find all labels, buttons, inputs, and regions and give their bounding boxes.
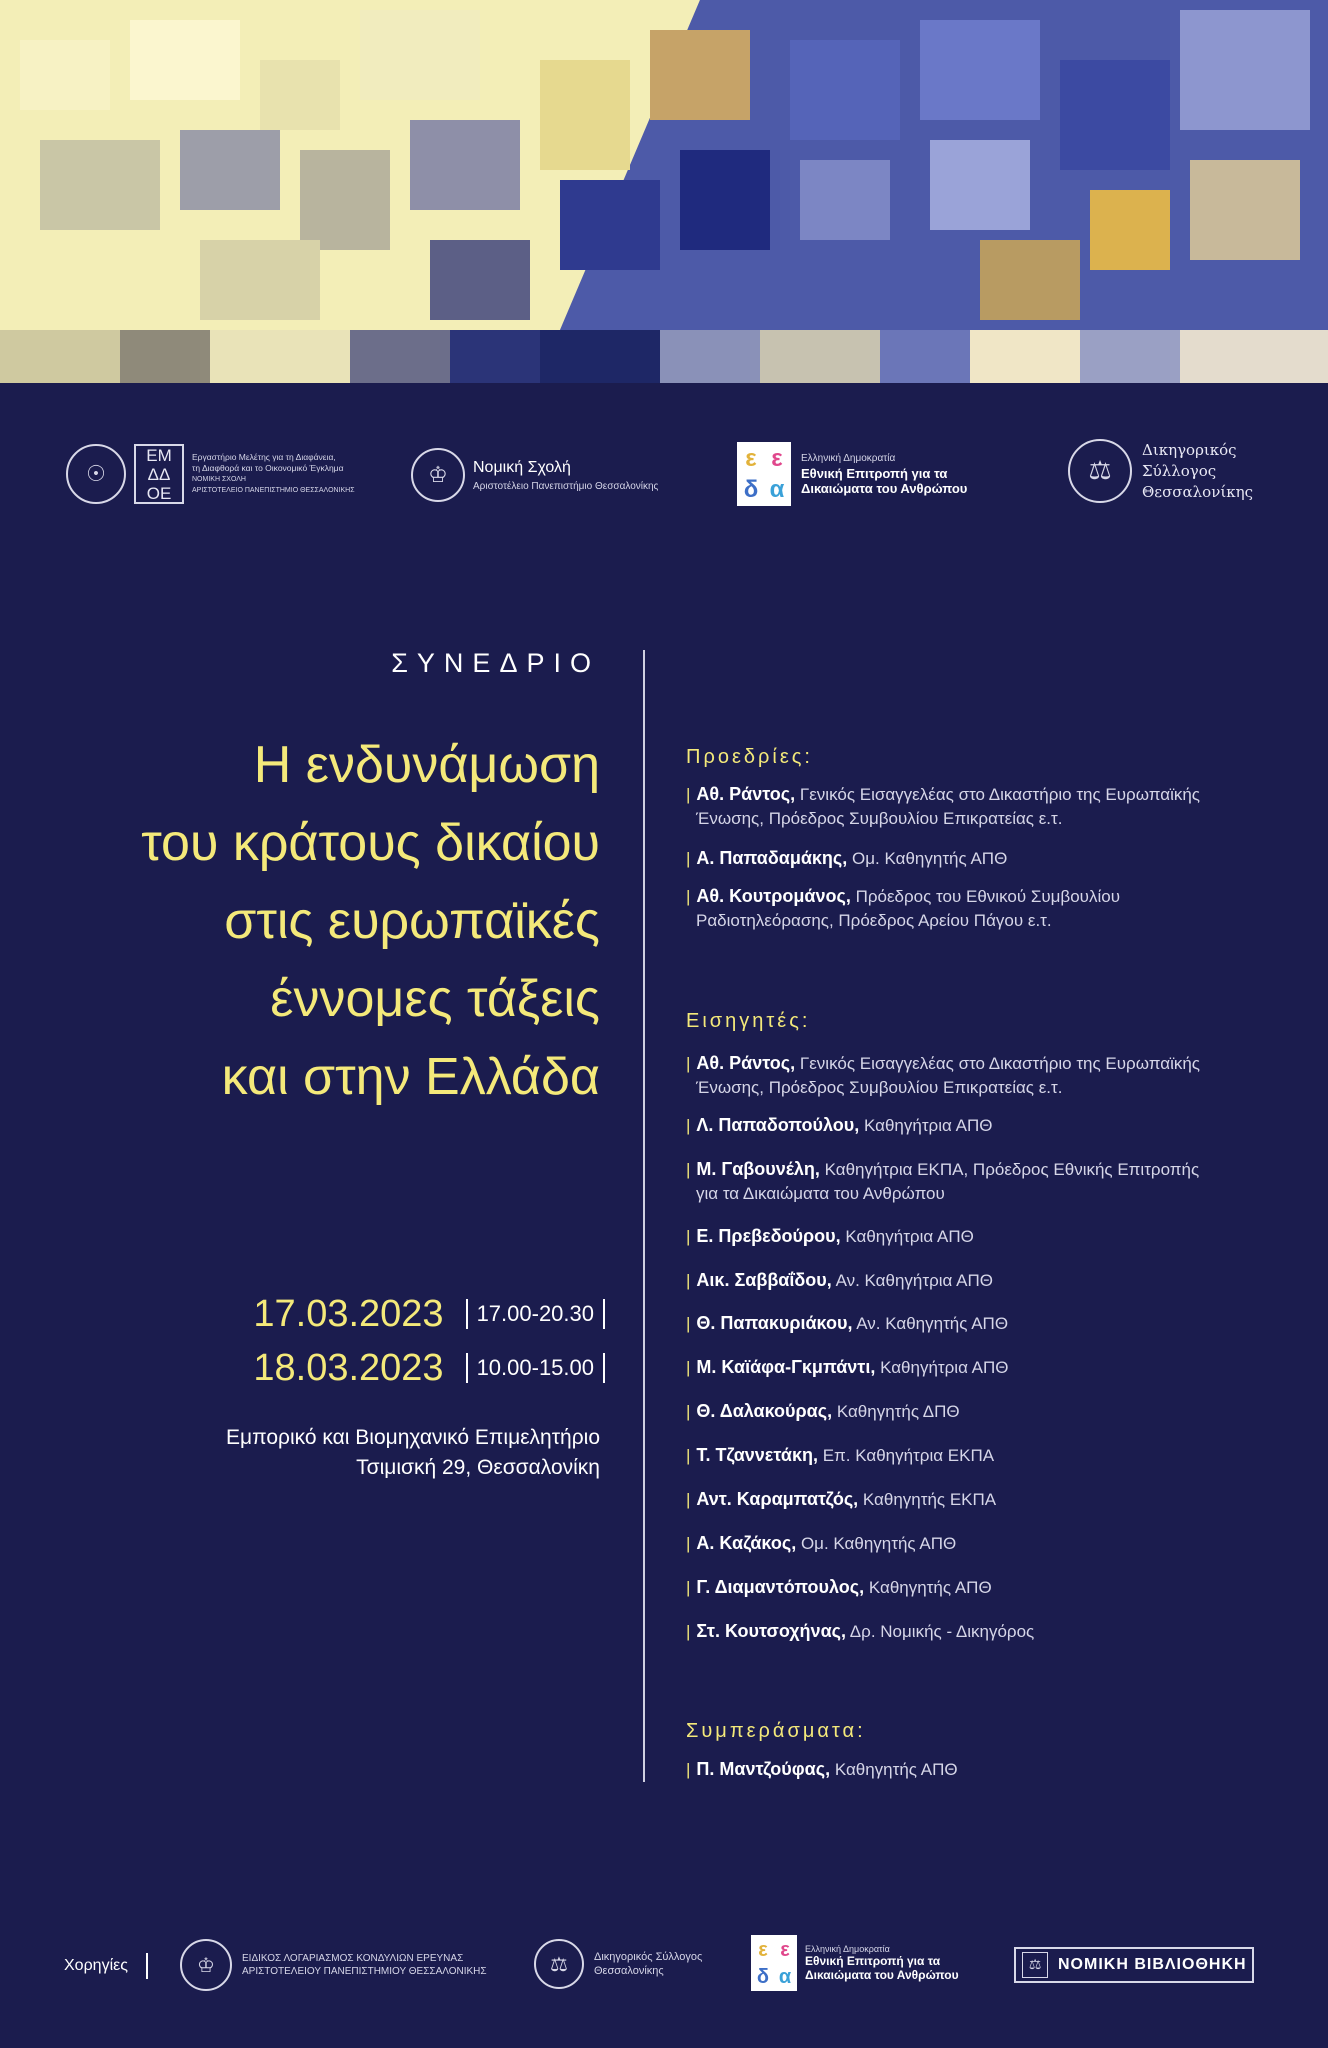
date-2: 18.03.2023 — [253, 1346, 444, 1389]
person-name: Γ. Διαμαντόπουλος, — [696, 1577, 865, 1597]
footer-eeda-letters-icon — [751, 1935, 797, 1991]
person-entry — [686, 1268, 1246, 1293]
person-entry — [686, 1113, 1246, 1138]
eeda-caption — [801, 453, 967, 496]
person-line — [686, 1531, 1246, 1556]
person-entry — [686, 884, 1246, 933]
person-name: Αθ. Ράντος, — [696, 784, 796, 804]
bar-association-seal-icon: ⚖ — [1068, 439, 1132, 503]
person-entry — [686, 1757, 1246, 1782]
person-role: Πρόεδρος του Εθνικού Συμβουλίου — [855, 887, 1120, 906]
dsth-line1: Δικηγορικός Σύλλογος — [594, 1951, 703, 1963]
dsth-logo — [534, 1939, 702, 1989]
person-role: Γενικός Εισαγγελέας στο Δικαστήριο της Ευρωπαϊκής — [799, 1054, 1200, 1073]
footer-eeda-logo — [751, 1935, 959, 1991]
bullet-bar: | — [686, 1622, 691, 1641]
person-entry — [686, 1051, 1246, 1100]
footer-eeda-line2: Εθνική Επιτροπή για τα — [805, 1954, 941, 1968]
person-role: Καθηγήτρια ΑΠΘ — [864, 1116, 993, 1135]
nomiki-sxoli-title: Νομική Σχολή — [473, 458, 571, 476]
conference-title — [0, 726, 600, 1116]
person-line — [686, 1757, 1246, 1782]
person-role-continued: Ένωσης, Πρόεδρος Συμβουλίου Επικρατείας ε.τ. — [696, 1078, 1063, 1097]
person-name: Τ. Τζαννετάκη, — [696, 1445, 818, 1465]
person-line — [686, 1157, 1246, 1182]
eeda-letter-3: δ — [743, 475, 759, 503]
person-role: Καθηγήτρια ΑΠΘ — [845, 1227, 974, 1246]
person-line — [686, 884, 1246, 909]
person-name: Α. Παπαδαμάκης, — [696, 848, 848, 868]
person-name: Λ. Παπαδοπούλου, — [696, 1115, 860, 1135]
bullet-bar: | — [686, 1578, 691, 1597]
person-role: Δρ. Νομικής - Δικηγόρος — [849, 1622, 1035, 1641]
nomiki-sxoli-caption — [473, 459, 658, 492]
emdoe-caption-line3: ΝΟΜΙΚΗ ΣΧΟΛΗ — [192, 476, 246, 483]
person-line — [686, 1443, 1246, 1468]
venue-line2: Τσιμισκή 29, Θεσσαλονίκη — [356, 1456, 600, 1479]
person-name: Στ. Κουτσοχήνας, — [696, 1621, 846, 1641]
emdoe-caption — [192, 452, 355, 496]
footer-eeda-letter-3: δ — [756, 1965, 770, 1988]
person-role-continued: Ένωσης, Πρόεδρος Συμβουλίου Επικρατείας ε.τ. — [696, 809, 1063, 828]
aristotle-seal-icon: ♔ — [411, 448, 465, 502]
title-line-5: και στην Ελλάδα — [221, 1048, 600, 1106]
sponsors-separator — [146, 1953, 148, 1979]
bullet-bar: | — [686, 849, 691, 868]
person-role: Αν. Καθηγήτρια ΑΠΘ — [835, 1271, 993, 1290]
person-role: Αν. Καθηγητής ΑΠΘ — [856, 1314, 1009, 1333]
person-role: Καθηγητής ΑΠΘ — [834, 1760, 958, 1779]
bullet-bar: | — [686, 785, 691, 804]
person-entry — [686, 1575, 1246, 1600]
eeda-line1: Ελληνική Δημοκρατία — [801, 452, 896, 464]
sponsors-footer — [0, 1925, 1328, 2005]
dsth-caption — [594, 1950, 702, 1978]
bullet-bar: | — [686, 1116, 691, 1135]
person-role: Γενικός Εισαγγελέας στο Δικαστήριο της Ευρωπαϊκής — [799, 785, 1200, 804]
speakers-label: Εισηγητές: — [686, 1010, 811, 1032]
footer-eeda-line1: Ελληνική Δημοκρατία — [805, 1944, 890, 1954]
person-line — [686, 1268, 1246, 1293]
person-line — [686, 1575, 1246, 1600]
header-banner-artwork — [0, 0, 1328, 383]
person-name: Π. Μαντζούφας, — [696, 1759, 831, 1779]
bullet-bar: | — [686, 1534, 691, 1553]
bullet-bar: | — [686, 1446, 691, 1465]
person-entry — [686, 1311, 1246, 1336]
dikigorikos-line1: Δικηγορικός — [1142, 440, 1237, 459]
eeda-line3: Δικαιώματα του Ανθρώπου — [801, 480, 968, 496]
date-row-2 — [253, 1342, 605, 1394]
emdoe-logo — [66, 444, 355, 504]
venue — [226, 1423, 600, 1483]
title-line-1: Η ενδυνάμωση — [253, 736, 600, 794]
person-line — [686, 782, 1246, 807]
person-name: Μ. Καϊάφα-Γκμπάντι, — [696, 1357, 876, 1377]
emdoe-letters — [134, 444, 184, 504]
eeda-letter-1: ε — [745, 444, 757, 472]
dikigorikos-line2: Σύλλογος — [1142, 461, 1217, 480]
bullet-bar: | — [686, 1227, 691, 1246]
person-line — [686, 1399, 1246, 1424]
person-entry — [686, 1619, 1246, 1644]
eeda-line2: Εθνική Επιτροπή για τα — [801, 465, 948, 481]
emdoe-caption-line4: ΑΡΙΣΤΟΤΕΛΕΙΟ ΠΑΝΕΠΙΣΤΗΜΙΟ ΘΕΣΣΑΛΟΝΙΚΗΣ — [192, 487, 355, 494]
elke-line1: ΕΙΔΙΚΟΣ ΛΟΓΑΡΙΑΣΜΟΣ ΚΟΝΔΥΛΙΩΝ ΕΡΕΥΝΑΣ — [242, 1953, 464, 1964]
person-entry — [686, 1487, 1246, 1512]
bullet-bar: | — [686, 1358, 691, 1377]
dsth-line2: Θεσσαλονίκης — [594, 1965, 664, 1977]
person-role-continued: Ραδιοτηλεόρασης, Πρόεδρος Αρείου Πάγου ε.τ. — [696, 911, 1052, 930]
person-entry — [686, 1443, 1246, 1468]
bullet-bar: | — [686, 1160, 691, 1179]
person-line — [686, 1224, 1246, 1249]
person-role-continued: για τα Δικαιώματα του Ανθρώπου — [696, 1184, 945, 1203]
emdoe-letters-row2: ΔΔ — [147, 465, 171, 484]
bullet-bar: | — [686, 1490, 691, 1509]
footer-eeda-line3: Δικαιώματα του Ανθρώπου — [805, 1968, 959, 1982]
elke-logo — [180, 1939, 487, 1991]
person-name: Θ. Παπακυριάκου, — [696, 1313, 853, 1333]
dsth-seal-icon: ⚖ — [534, 1939, 584, 1989]
person-name: Αθ. Ράντος, — [696, 1053, 796, 1073]
person-name: Αθ. Κουτρομάνος, — [696, 886, 851, 906]
partner-logos-row — [0, 434, 1328, 524]
venue-line1: Εμπορικό και Βιομηχανικό Επιμελητήριο — [226, 1426, 600, 1449]
nomiki-sxoli-logo — [411, 448, 658, 502]
person-line — [686, 1487, 1246, 1512]
footer-eeda-letter-1: ε — [758, 1938, 768, 1961]
person-entry — [686, 846, 1246, 871]
person-entry — [686, 1399, 1246, 1424]
emdoe-caption-line1: Εργαστήριο Μελέτης για τη Διαφάνεια, — [192, 452, 336, 462]
abstract-cubes-illustration — [0, 0, 1328, 383]
dikigorikos-logo — [1068, 439, 1253, 503]
elke-caption — [242, 1952, 487, 1978]
person-role: Καθηγητής ΑΠΘ — [868, 1578, 992, 1597]
title-line-4: έννομες τάξεις — [270, 970, 600, 1028]
person-line — [686, 846, 1246, 871]
bullet-bar: | — [686, 887, 691, 906]
elke-line2: ΑΡΙΣΤΟΤΕΛΕΙΟΥ ΠΑΝΕΠΙΣΤΗΜΙΟΥ ΘΕΣΣΑΛΟΝΙΚΗΣ — [242, 1966, 487, 1977]
person-entry — [686, 1355, 1246, 1380]
bullet-bar: | — [686, 1271, 691, 1290]
person-role: Καθηγήτρια ΕΚΠΑ, Πρόεδρος Εθνικής Επιτροπής — [824, 1160, 1200, 1179]
person-line — [686, 1311, 1246, 1336]
person-role: Καθηγήτρια ΑΠΘ — [880, 1358, 1009, 1377]
person-line — [686, 1619, 1246, 1644]
person-line — [686, 1051, 1246, 1076]
footer-eeda-letter-2: ε — [780, 1938, 790, 1961]
bullet-bar: | — [686, 1760, 691, 1779]
person-line — [686, 1113, 1246, 1138]
time-1: 17.00-20.30 — [466, 1299, 605, 1329]
emdoe-letters-row1: ΕΜ — [146, 446, 172, 465]
eeda-letters-icon — [737, 442, 791, 506]
person-role: Ομ. Καθηγητής ΑΠΘ — [800, 1534, 957, 1553]
library-icon: ⚖ — [1022, 1952, 1048, 1978]
time-2: 10.00-15.00 — [466, 1353, 605, 1383]
eeda-letter-2: ε — [771, 444, 783, 472]
person-entry — [686, 1224, 1246, 1249]
university-seal-icon: ☉ — [66, 444, 126, 504]
conference-kicker: ΣΥΝΕΔΡΙΟ — [391, 648, 600, 678]
person-role: Καθηγητής ΕΚΠΑ — [862, 1490, 997, 1509]
title-line-2: του κράτους δικαίου — [141, 814, 600, 872]
person-role: Επ. Καθηγήτρια ΕΚΠΑ — [822, 1446, 995, 1465]
sponsors-label: Χορηγίες — [64, 1957, 128, 1974]
person-line — [686, 1355, 1246, 1380]
chairs-label: Προεδρίες: — [686, 746, 813, 768]
person-entry — [686, 1531, 1246, 1556]
person-name: Α. Καζάκος, — [696, 1533, 797, 1553]
conclusions-label: Συμπεράσματα: — [686, 1720, 866, 1742]
emdoe-letters-row3: ΟΕ — [146, 484, 172, 503]
person-name: Μ. Γαβουνέλη, — [696, 1159, 820, 1179]
date-1: 17.03.2023 — [253, 1292, 444, 1335]
bullet-bar: | — [686, 1402, 691, 1421]
person-name: Αικ. Σαββαΐδου, — [696, 1270, 832, 1290]
dikigorikos-line3: Θεσσαλονίκης — [1142, 482, 1253, 501]
person-name: Αντ. Καραμπατζός, — [696, 1489, 859, 1509]
eeda-logo — [737, 442, 967, 506]
footer-eeda-caption — [805, 1944, 959, 1982]
eeda-letter-4: α — [769, 475, 785, 503]
footer-eeda-letter-4: α — [778, 1965, 792, 1988]
person-role: Ομ. Καθηγητής ΑΠΘ — [852, 849, 1008, 868]
dikigorikos-caption — [1142, 440, 1253, 503]
nomiki-sxoli-subtitle: Αριστοτέλειο Πανεπιστήμιο Θεσσαλονίκης — [473, 480, 659, 492]
bullet-bar: | — [686, 1314, 691, 1333]
bullet-bar: | — [686, 1054, 691, 1073]
person-entry — [686, 782, 1246, 831]
nomiki-vivliothiki-text: ΝΟΜΙΚΗ ΒΙΒΛΙΟΘΗΚΗ — [1058, 1956, 1247, 1973]
person-name: Θ. Δαλακούρας, — [696, 1401, 833, 1421]
person-entry — [686, 1157, 1246, 1206]
person-role: Καθηγητής ΔΠΘ — [836, 1402, 960, 1421]
person-name: Ε. Πρεβεδούρου, — [696, 1226, 841, 1246]
elke-seal-icon: ♔ — [180, 1939, 232, 1991]
nomiki-vivliothiki-logo — [1014, 1947, 1254, 1983]
column-divider — [643, 650, 645, 1782]
emdoe-caption-line2: τη Διαφθορά και το Οικονομικό Έγκλημα — [192, 463, 344, 473]
title-line-3: στις ευρωπαϊκές — [224, 892, 600, 950]
date-row-1 — [253, 1288, 605, 1340]
